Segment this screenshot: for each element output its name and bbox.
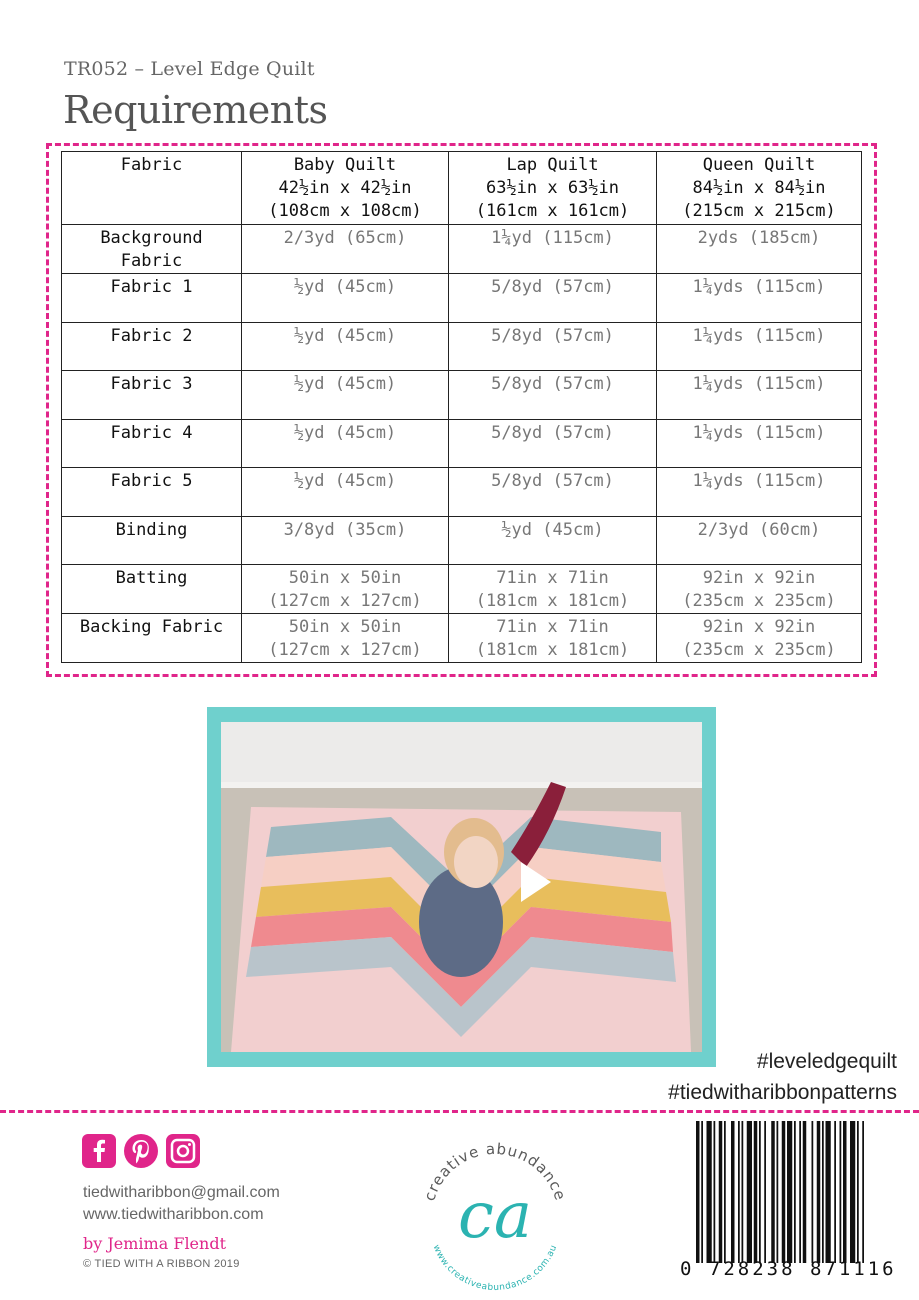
cell-text: 5/8yd (57cm) [491, 471, 614, 491]
barcode-bar [714, 1121, 716, 1263]
cell-text: 2yds (185cm) [697, 228, 821, 248]
cell-text: ½yd (45cm) [293, 422, 397, 443]
barcode-number: 0 728238 871116 [680, 1258, 897, 1280]
column-header-line: Lap Quilt [506, 155, 599, 175]
lap-quilt-cell [449, 419, 657, 468]
logo-top-text: creative abundance [420, 1139, 570, 1204]
barcode-bar [747, 1121, 752, 1263]
cell-text: 2/3yd (60cm) [697, 519, 821, 540]
fabric-label-cell [62, 419, 242, 468]
cell-text: Fabric 3 [110, 374, 193, 394]
cell-text: (181cm x 181cm) [475, 591, 630, 611]
barcode-bar [812, 1121, 814, 1263]
queen-quilt-cell [657, 468, 862, 517]
barcode-bar [754, 1121, 758, 1263]
barcode-bar [719, 1121, 723, 1263]
lap-quilt-cell [449, 371, 657, 420]
fabric-label-cell [62, 468, 242, 517]
baby-quilt-cell [242, 274, 449, 323]
cell-text: 1¼yd (115cm) [491, 228, 614, 248]
queen-quilt-cell [657, 565, 862, 614]
table-row [62, 322, 862, 371]
barcode-bar [701, 1121, 703, 1263]
barcode-bar [840, 1121, 842, 1263]
barcode-bar [742, 1121, 744, 1263]
baby-quilt-cell [242, 468, 449, 517]
column-header-line: 84½in x 84½in [692, 178, 826, 198]
table-row [62, 419, 862, 468]
column-header-line: Fabric [120, 155, 183, 175]
logo-monogram: ca [458, 1179, 532, 1253]
requirements-table [61, 151, 862, 663]
cell-text: Fabric 4 [110, 422, 193, 443]
column-header-line: (108cm x 108cm) [268, 201, 422, 221]
table-row [62, 225, 862, 274]
barcode-bar [707, 1121, 712, 1263]
hashtag: #leveledgequilt [756, 1050, 897, 1073]
baby-quilt-cell [242, 225, 449, 274]
facebook-icon[interactable] [82, 1134, 116, 1168]
table-row [62, 614, 862, 663]
cell-text: (127cm x 127cm) [268, 591, 422, 611]
cell-text: ½yd (45cm) [293, 374, 397, 394]
lap-quilt-cell [449, 274, 657, 323]
column-header-line: (215cm x 215cm) [682, 201, 836, 221]
cell-text: Backing Fabric [79, 617, 224, 637]
cell-text: 92in x 92in [702, 617, 816, 637]
column-header-line: (161cm x 161cm) [475, 201, 630, 221]
baby-quilt-cell [242, 322, 449, 371]
cell-text: 1¼yds (115cm) [692, 277, 826, 297]
author-byline: by Jemima Flendt [83, 1234, 226, 1253]
pinterest-icon[interactable] [124, 1134, 158, 1168]
website-link[interactable]: www.tiedwitharibbon.com [83, 1206, 264, 1223]
cell-text: 1¼yds (115cm) [692, 325, 826, 346]
fabric-label-cell [62, 565, 242, 614]
barcode-bar [696, 1121, 700, 1263]
cell-text: 1¼yds (115cm) [692, 471, 826, 491]
barcode-bar [787, 1121, 792, 1263]
baby-quilt-cell [242, 371, 449, 420]
page-title: Requirements [63, 88, 328, 132]
cell-text: (127cm x 127cm) [268, 640, 422, 660]
column-header [242, 152, 449, 225]
cell-text: 5/8yd (57cm) [491, 277, 614, 297]
column-header [62, 152, 242, 225]
column-header [449, 152, 657, 225]
table-row [62, 565, 862, 614]
contact-info [83, 1182, 280, 1226]
table-row [62, 468, 862, 517]
barcode-bar [731, 1121, 735, 1263]
queen-quilt-cell [657, 371, 862, 420]
lap-quilt-cell [449, 516, 657, 565]
instagram-icon[interactable] [166, 1134, 200, 1168]
fabric-label-cell [62, 614, 242, 663]
queen-quilt-cell [657, 516, 862, 565]
barcode-bar [822, 1121, 824, 1263]
cell-text: 71in x 71in [496, 617, 609, 637]
baby-quilt-cell [242, 516, 449, 565]
cell-text: Binding [115, 519, 188, 540]
barcode-bar [826, 1121, 831, 1263]
table-header-row [62, 152, 862, 225]
cell-text: 71in x 71in [496, 568, 609, 588]
copyright-text: © TIED WITH A RIBBON 2019 [83, 1258, 240, 1270]
cell-text: 50in x 50in [288, 617, 402, 637]
barcode-bar [850, 1121, 855, 1263]
baby-quilt-cell [242, 614, 449, 663]
cell-text: 3/8yd (35cm) [283, 519, 407, 540]
cell-text: Fabric 5 [110, 471, 193, 491]
barcode-bar [803, 1121, 807, 1263]
lap-quilt-cell [449, 565, 657, 614]
queen-quilt-cell [657, 274, 862, 323]
cell-text: (235cm x 235cm) [682, 591, 836, 611]
barcode-bar [764, 1121, 766, 1263]
column-header-line: Queen Quilt [702, 155, 816, 175]
cell-text: Background [100, 228, 203, 248]
fabric-label-cell [62, 516, 242, 565]
cell-text: 2/3yd (65cm) [283, 228, 407, 248]
email-link[interactable]: tiedwitharibbon@gmail.com [83, 1184, 280, 1201]
column-header-line: Baby Quilt [293, 155, 397, 175]
barcode-bar [817, 1121, 821, 1263]
table-row [62, 371, 862, 420]
cell-text: Fabric 2 [110, 325, 193, 346]
hashtags [668, 1046, 897, 1108]
cell-text: ½yd (45cm) [501, 519, 604, 540]
barcode-bar [777, 1121, 779, 1263]
barcode-bar [724, 1121, 726, 1263]
cell-text: 50in x 50in [288, 568, 402, 588]
barcode-bar [782, 1121, 786, 1263]
barcode-bar [799, 1121, 801, 1263]
table-row [62, 274, 862, 323]
column-header-line: 42½in x 42½in [278, 178, 412, 198]
cell-text: Fabric [120, 251, 183, 271]
cell-text: 92in x 92in [702, 568, 816, 588]
table-body [62, 225, 862, 663]
cell-text: Batting [115, 568, 188, 588]
cell-text: 5/8yd (57cm) [491, 422, 614, 443]
hashtag: #tiedwitharibbonpatterns [668, 1081, 897, 1104]
barcode-bar [771, 1121, 775, 1263]
queen-quilt-cell [657, 419, 862, 468]
cell-text: 1¼yds (115cm) [692, 422, 826, 443]
cell-text: 1¼yds (115cm) [692, 374, 826, 394]
barcode-bar [843, 1121, 847, 1263]
cell-text: ½yd (45cm) [293, 277, 397, 297]
cell-text: 5/8yd (57cm) [491, 325, 614, 346]
baby-quilt-cell [242, 419, 449, 468]
column-header [657, 152, 862, 225]
lap-quilt-cell [449, 225, 657, 274]
cell-text: ½yd (45cm) [293, 471, 397, 491]
queen-quilt-cell [657, 225, 862, 274]
cell-text: 5/8yd (57cm) [491, 374, 614, 394]
column-header-line: 63½in x 63½in [485, 178, 620, 198]
quilt-photo [221, 722, 702, 1052]
cell-text: (235cm x 235cm) [682, 640, 836, 660]
social-links [82, 1134, 200, 1168]
queen-quilt-cell [657, 614, 862, 663]
lap-quilt-cell [449, 468, 657, 517]
lap-quilt-cell [449, 614, 657, 663]
barcode-bar [794, 1121, 796, 1263]
table-row [62, 516, 862, 565]
cell-text: (181cm x 181cm) [475, 640, 630, 660]
lap-quilt-cell [449, 322, 657, 371]
creative-abundance-logo [410, 1125, 580, 1295]
barcode-bar [759, 1121, 761, 1263]
fabric-label-cell [62, 225, 242, 274]
cell-text: Fabric 1 [110, 277, 193, 297]
fabric-label-cell [62, 274, 242, 323]
fabric-label-cell [62, 371, 242, 420]
barcode-bar [738, 1121, 740, 1263]
logo-bottom-text: www.creativeabundance.com.au [430, 1243, 560, 1294]
cell-text: ½yd (45cm) [293, 325, 397, 346]
barcode-bar [834, 1121, 836, 1263]
queen-quilt-cell [657, 322, 862, 371]
barcode-bars [696, 1121, 911, 1263]
fabric-label-cell [62, 322, 242, 371]
barcode-bar [857, 1121, 859, 1263]
baby-quilt-cell [242, 565, 449, 614]
barcode-bar [862, 1121, 864, 1263]
pattern-code: TR052 – Level Edge Quilt [64, 58, 315, 80]
photo-frame [207, 707, 716, 1067]
